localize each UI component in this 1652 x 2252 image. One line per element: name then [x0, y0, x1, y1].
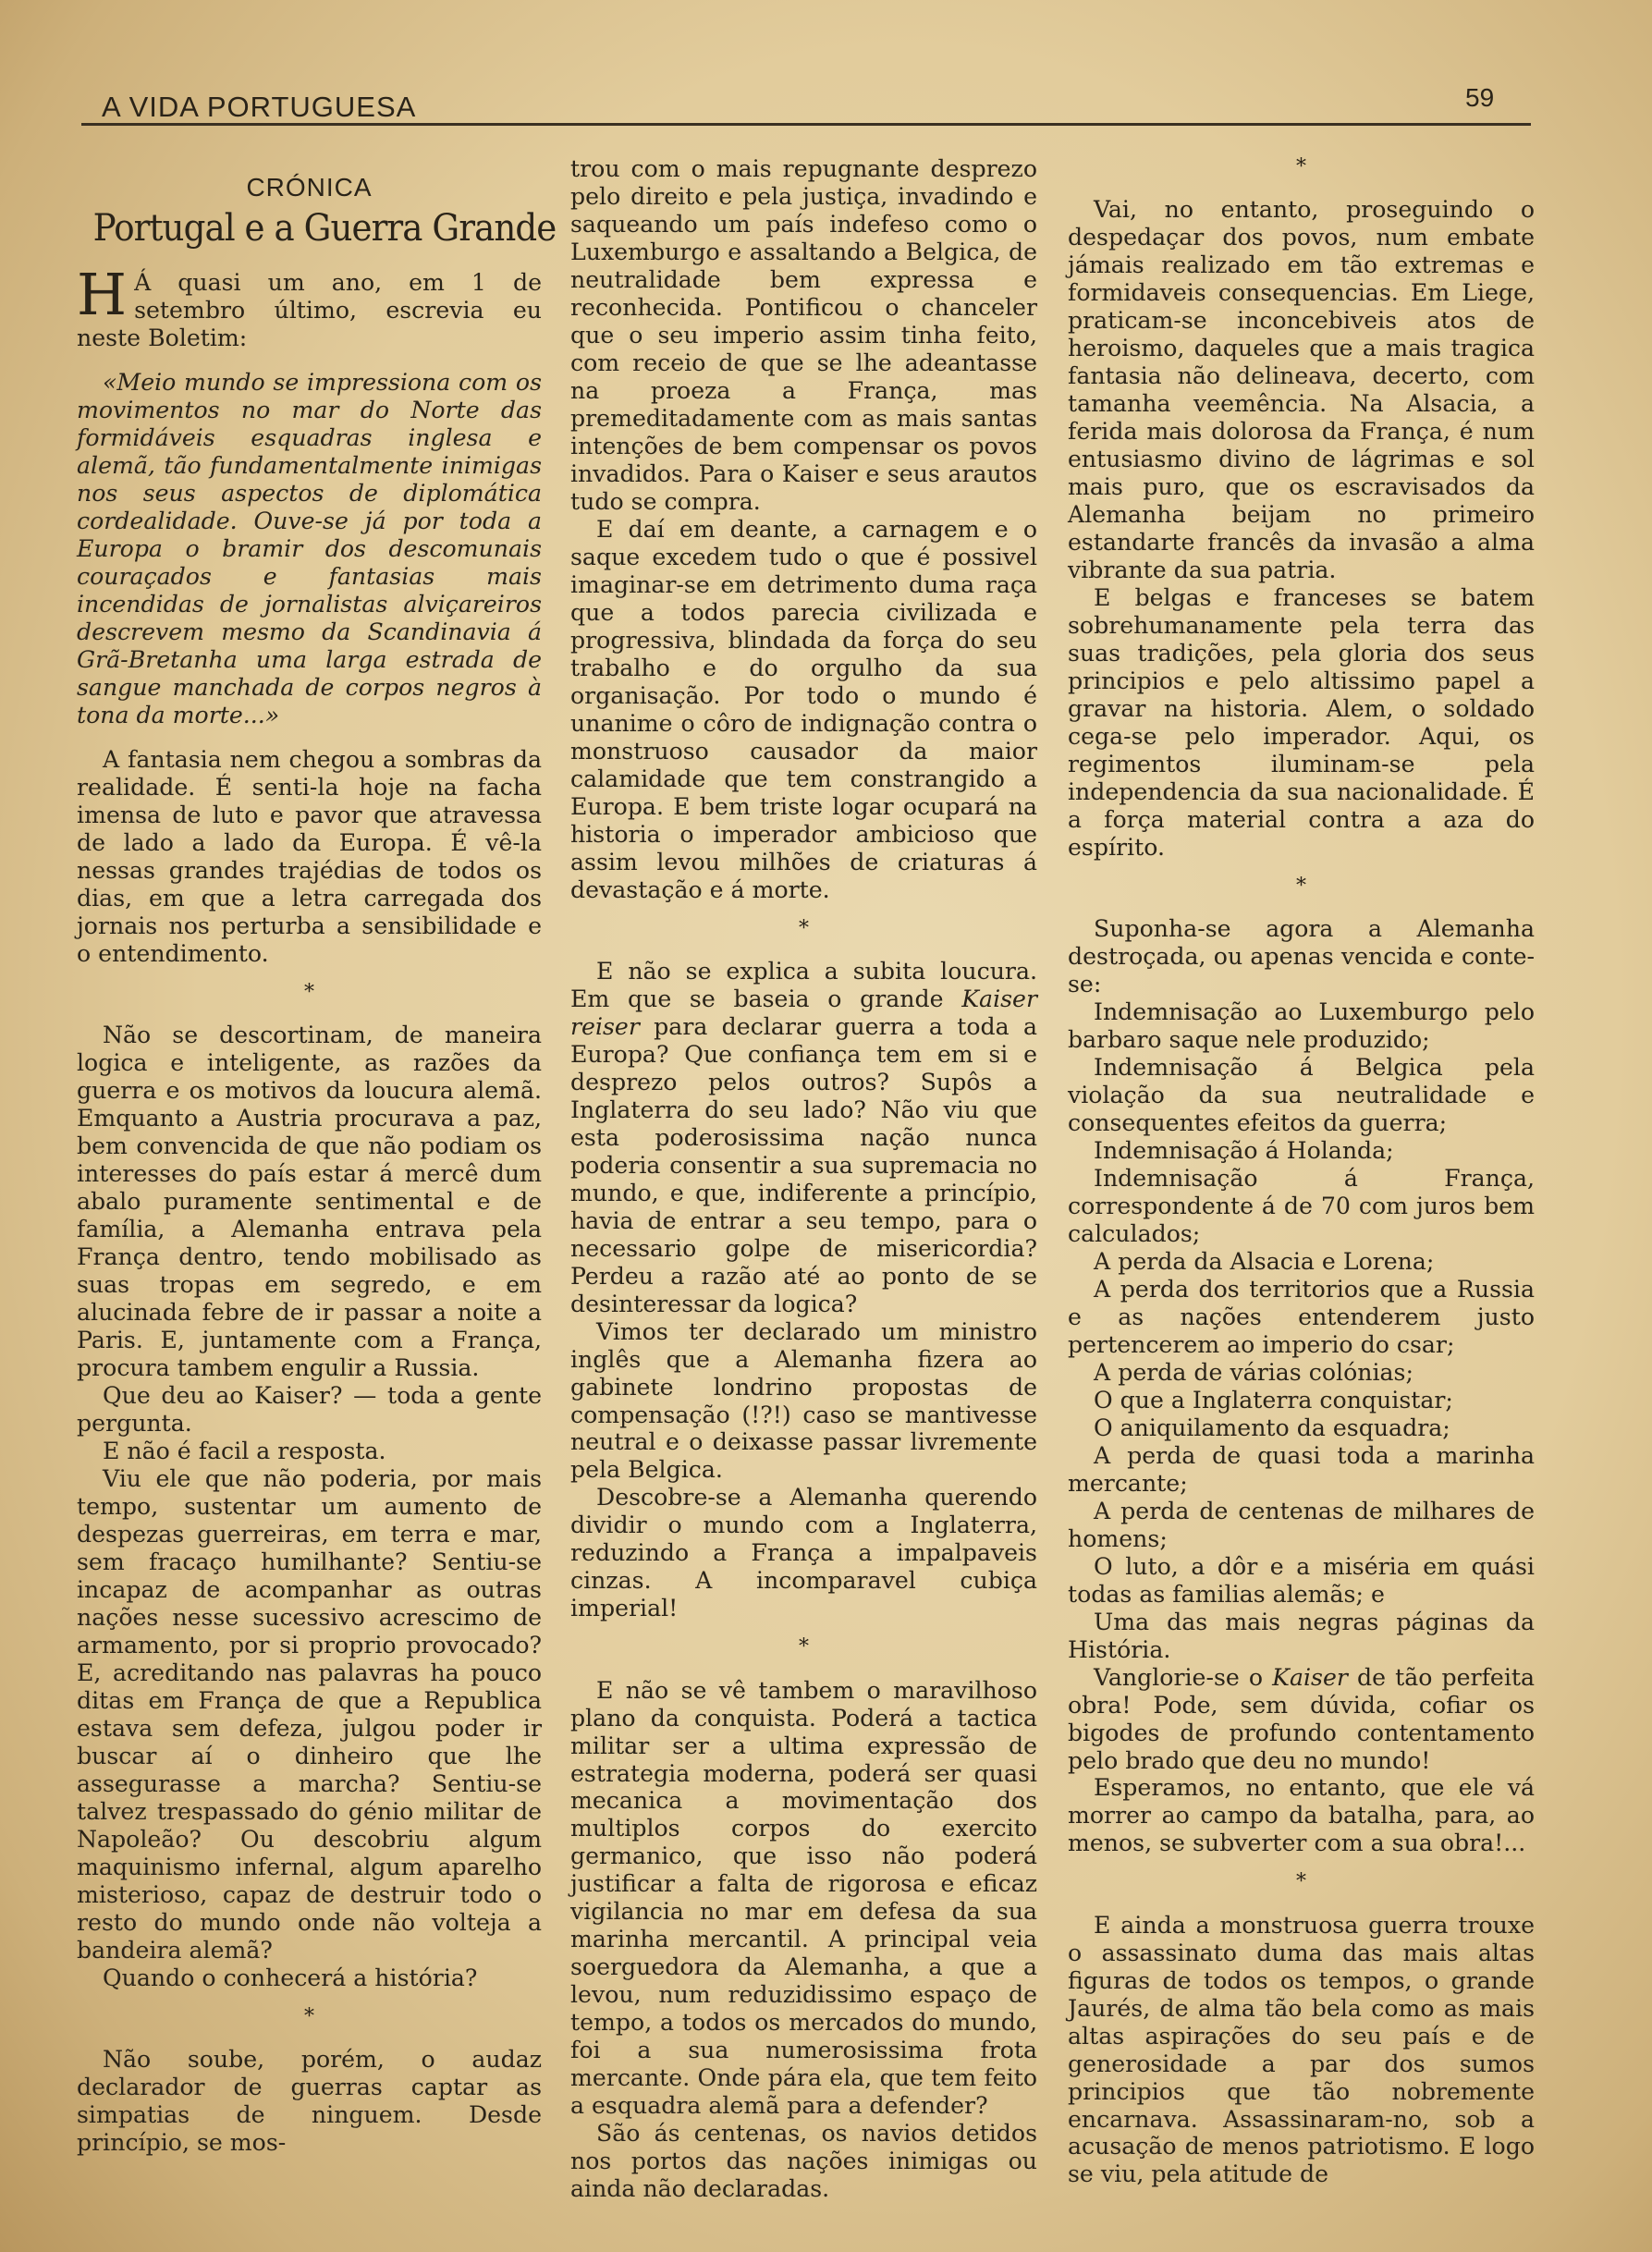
- list-item: O aniquilamento da esquadra;: [1094, 1414, 1450, 1441]
- list-item: Indemnisação á França, correspondente á de 70 com juros bem calculados;: [1068, 1164, 1535, 1247]
- paragraph: [570, 958, 1037, 1318]
- italic-term: Kaiser reiser: [570, 985, 1037, 1040]
- paragraph: Vimos ter declarado um ministro inglês que a Alemanha fizera ao gabinete londrino propostas de compensação (!?!) caso se mantivesse neutral e o deixasse passar livremente pela Belgica.: [570, 1317, 1037, 1484]
- paragraph: Não se descortinam, de maneira logica e inteligente, as razões da guerra e os motivos da loucura alemã. Emquanto a Austria procurava a paz, bem convencida de que não podiam os interesses do país estar á mercê dum abalo puramente sentimental e de família, a Alemanha entrava pela França dentro, tendo mobilisado as suas tropas em segredo, e em alucinada febre de ir passar a noite a Paris. E, juntamente com a França, procura tambem engulir a Russia.: [77, 1022, 542, 1381]
- list-item: A perda de quasi toda a marinha mercante;: [1068, 1441, 1535, 1497]
- section-separator: *: [799, 916, 809, 940]
- paragraph: Esperamos, no entanto, que ele vá morrer ao campo da batalha, para, ao menos, se subverter com a sua obra!...: [1068, 1774, 1535, 1857]
- list-item: Indemnisação á Holanda;: [1094, 1136, 1394, 1164]
- column-3: [1068, 155, 1535, 2188]
- list-item: A perda de centenas de milhares de homens;: [1068, 1497, 1535, 1552]
- list-item: O que a Inglaterra conquistar;: [1094, 1386, 1453, 1414]
- section-separator: *: [304, 2004, 314, 2028]
- header-rule: [81, 123, 1531, 126]
- list-item: Indemnisação á Belgica pela violação da sua neutralidade e consequentes efeitos da guerra;: [1068, 1053, 1535, 1136]
- section-separator: *: [1296, 155, 1306, 178]
- paragraph: E não é facil a resposta.: [103, 1437, 386, 1464]
- paragraph: Não soube, porém, o audaz declarador de guerras captar as simpatias de ninguem. Desde princípio, se mos-: [77, 2045, 542, 2156]
- paragraph: [1068, 1664, 1535, 1775]
- italic-term: Kaiser: [1272, 1663, 1348, 1691]
- quoted-paragraph: «Meio mundo se impressiona com os movimentos no mar do Norte das formidáveis esquadras inglesa e alemã, tão fundamentalmente inimigas nos seus aspectos de diplomática cordealidade. Ouve-se já por toda a Europa o bramir dos descomunais couraçados e fantasias mais incendidas de jornalistas alviçareiros descrevem mesmo da Scandinavia á Grã-Bretanha uma larga estrada de sangue manchada de corpos negros à tona da morte...»: [77, 369, 542, 729]
- paragraph: trou com o mais repugnante desprezo pelo direito e pela justiça, invadindo e saqueando um país indefeso como o Luxemburgo e assaltando a Belgica, de neutralidade bem expressa e reconhecida. Pontificou o chanceler que o seu imperio assim tinha feito, com receio de que se lhe adeantasse na proeza a França, mas premeditadamente com as mais santas intenções de bem compensar os povos invadidos. Para o Kaiser e seus arautos tudo se compra.: [570, 155, 1037, 515]
- section-label: CRÓNICA: [246, 173, 373, 202]
- paragraph: Que deu ao Kaiser? — toda a gente pergunta.: [77, 1381, 542, 1437]
- page-number: 59: [1465, 83, 1495, 112]
- magazine-title: A VIDA PORTUGUESA: [102, 91, 417, 123]
- paragraph: E daí em deante, a carnagem e o saque excedem tudo o que é possivel imaginar-se em detrimento duma raça que a todos parecia civilizada e progressiva, blindada da força do seu trabalho e do orgulho da sua organisação. Por todo o mundo é unanime o côro de indignação contra o monstruoso causador da maior calamidade que tem constrangido a Europa. E bem triste logar ocupará na historia o imperador ambicioso que assim levou milhões de criaturas á devastação e á morte.: [570, 515, 1037, 903]
- paragraph: São ás centenas, os navios detidos nos portos das nações inimigas ou ainda não declaradas.: [570, 2120, 1037, 2203]
- article-title: Portugal e a Guerra Grande: [92, 207, 557, 251]
- list-item: A perda dos territorios que a Russia e as nações entenderem justo pertencerem ao imperio do csar;: [1068, 1275, 1535, 1358]
- list-item: Uma das mais negras páginas da História.: [1068, 1608, 1535, 1663]
- section-separator: *: [304, 980, 314, 1004]
- paragraph: Quando o conhecerá a história?: [103, 1964, 478, 1991]
- column-1: [77, 155, 557, 2157]
- list-item: A perda da Alsacia e Lorena;: [1094, 1247, 1435, 1275]
- paragraph: Suponha-se agora a Alemanha destroçada, ou apenas vencida e conte-se:: [1068, 914, 1535, 997]
- paragraph: E ainda a monstruosa guerra trouxe o assassinato duma das mais altas figuras de todos os tempos, o grande Jaurés, de alma tão bela como as mais altas aspirações do seu país e de generosidade a par dos sumos principios que tão nobremente encarnava. Assassinaram-no, sob a acusação de menos patriotismo. E logo se viu, pela atitude de: [1068, 1911, 1535, 2188]
- text-run: de tão perfeita obra! Pode, sem dúvida, cofiar os bigodes de profundo contentamento pelo brado que deu no mundo!: [1068, 1663, 1536, 1774]
- intro-paragraph: [77, 261, 542, 352]
- list-item: O luto, a dôr e a miséria em quási todas as familias alemãs; e: [1068, 1552, 1535, 1608]
- section-separator: *: [1296, 1870, 1306, 1894]
- paragraph: Descobre-se a Alemanha querendo dividir o mundo com a Inglaterra, reduzindo a França a impalpaveis cinzas. A incomparavel cubiça imperial!: [570, 1484, 1037, 1622]
- intro-text: Á quasi um ano, em 1 de setembro último, escrevia eu neste Boletim:: [77, 269, 542, 352]
- section-separator: *: [1296, 874, 1306, 898]
- list-item: Indemnisação ao Luxemburgo pelo barbaro saque nele produzido;: [1068, 997, 1535, 1053]
- drop-cap: H: [77, 261, 128, 329]
- paragraph: A fantasia nem chegou a sombras da realidade. É senti-la hoje na facha imensa de luto e pavor que atravessa de lado a lado da Europa. É vê-la nessas grandes trajédias de todos os dias, em que a letra carregada dos jornais nos perturba a sensibilidade e o entendimento.: [77, 746, 542, 967]
- text-run: para declarar guerra a toda a Europa? Que confiança tem em si e desprezo pelos outros? Supôs a Inglaterra do seu lado? Não viu que esta poderosissima nação nunca poderia consentir a sua supremacia no mundo, e que, indiferente a princípio, havia de entrar a seu tempo, para o necessario golpe de misericordia? Perdeu a razão até ao ponto de se desinteressar da logica?: [570, 1012, 1037, 1317]
- list-item: A perda de várias colónias;: [1094, 1358, 1413, 1386]
- section-separator: *: [799, 1635, 809, 1659]
- paragraph: E belgas e franceses se batem sobrehumanamente pela terra das suas tradições, pela gloria dos seus principios e pelo altissimo papel a gravar na historia. Alem, o soldado cega-se pelo imperador. Aqui, os regimentos iluminam-se pela independencia da sua nacionalidade. É a força material contra a aza do espírito.: [1068, 583, 1535, 861]
- column-2: [570, 155, 1037, 2203]
- text-run: Vanglorie-se o: [1094, 1663, 1273, 1691]
- paragraph: Viu ele que não poderia, por mais tempo, sustentar um aumento de despezas guerreiras, em terra e mar, sem fracaço humilhante? Sentiu-se incapaz de acompanhar as outras nações nesse sucessivo acrescimo de armamento, por si proprio provocado? E, acreditando nas palavras ha pouco ditas em França de que a Republica estava sem defeza, julgou poder ir buscar aí o dinheiro que lhe assegurasse a marcha? Sentiu-se talvez trespassado do génio militar de Napoleão? Ou descobriu algum maquinismo infernal, algum aparelho misterioso, capaz de destruir todo o resto do mundo onde não volteja a bandeira alemã?: [77, 1464, 542, 1964]
- paragraph: E não se vê tambem o maravilhoso plano da conquista. Poderá a tactica militar ser a ultima expressão de estrategia moderna, poderá ser quasi mecanica a movimentação dos multiplos corpos do exercito germanico, que isso não poderá justificar a falta de rigorosa e eficaz vigilancia no mar em defesa da sua marinha mercantil. A principal veia soerguedora da Alemanha, a que a levou, num reduzidissimo espaço de tempo, a todos os mercados do mundo, foi a sua numerosissima frota mercante. Onde pára ela, que tem feito a esquadra alemã para a defender?: [570, 1676, 1037, 2120]
- text-run: E não se explica a subita loucura. Em que se baseia o grande: [570, 957, 1037, 1012]
- paragraph: Vai, no entanto, proseguindo o despedaçar dos povos, num embate jámais realizado em tão extremas e formidaveis consequencias. Em Liege, praticam-se inconcebiveis atos de heroismo, daqueles que a mais tragica fantasia não delineava, decerto, com tamanha veemência. Na Alsacia, a ferida mais dolorosa da França, é num entusiasmo divino de lágrimas e sol mais puro, que os escravisados da Alemanha beijam no primeiro estandarte francês da invasão a alma vibrante da sua patria.: [1068, 196, 1535, 583]
